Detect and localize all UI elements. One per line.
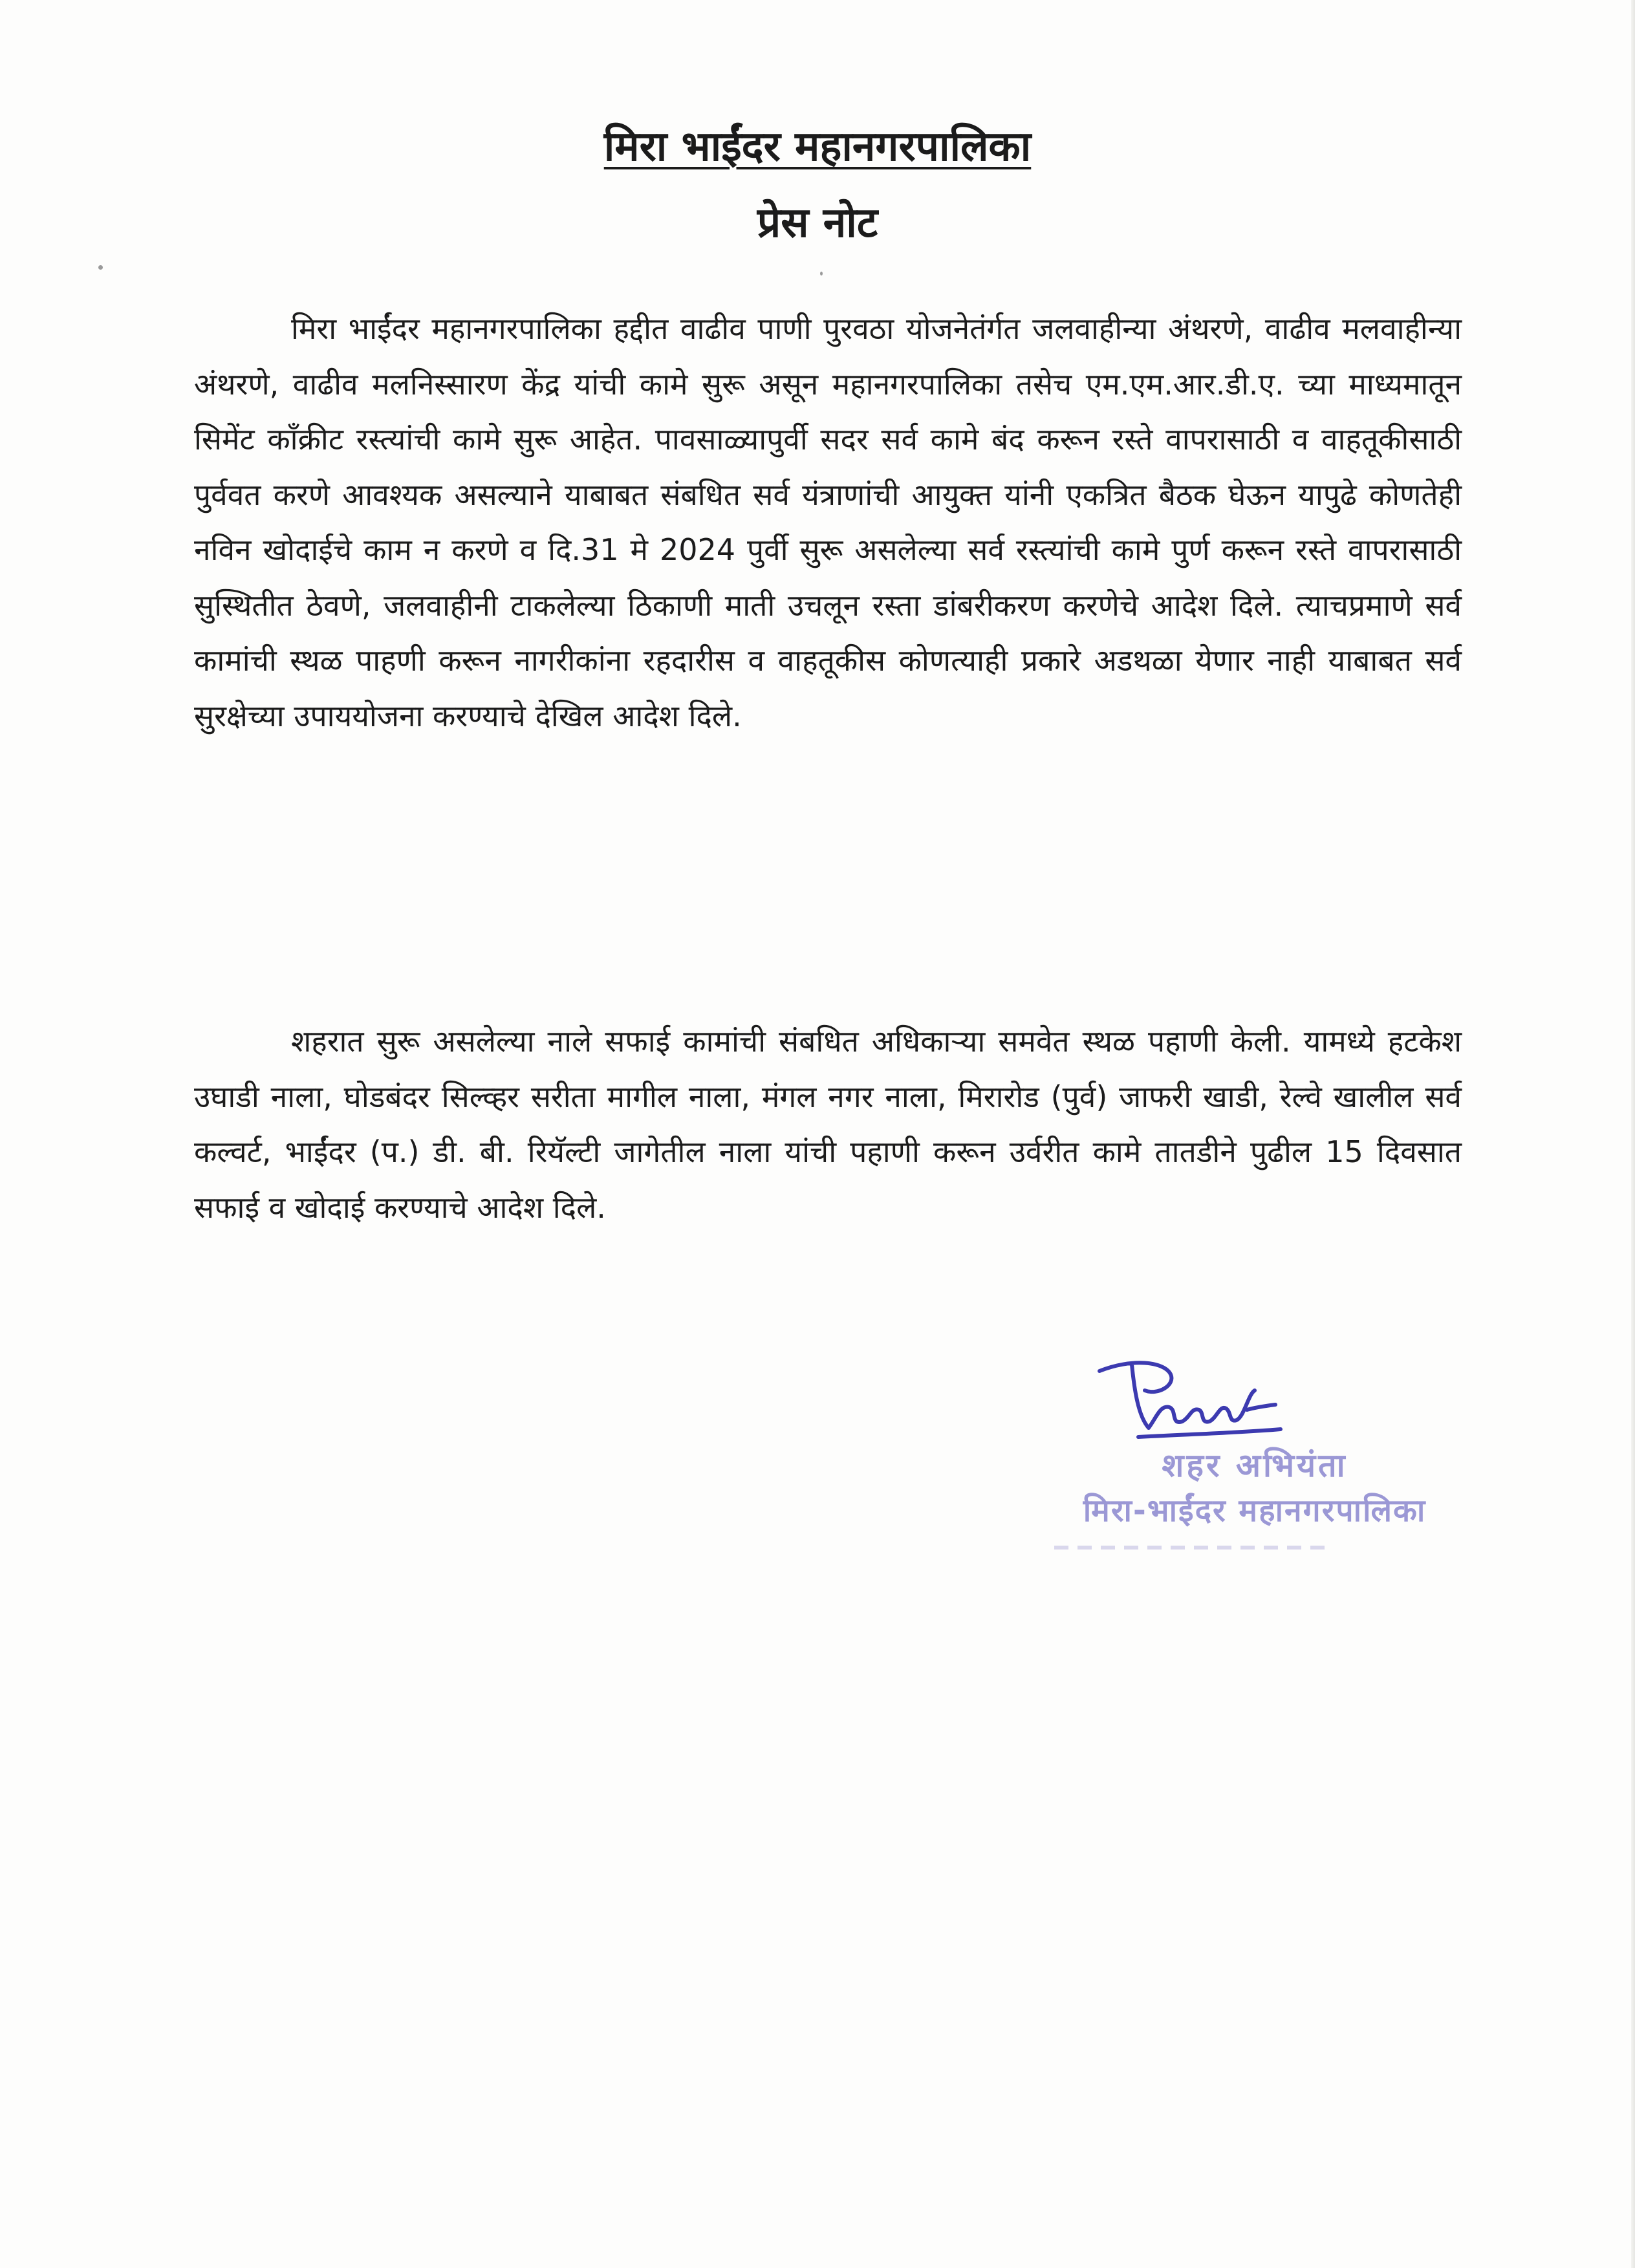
stamp-designation: शहर अभियंता: [1162, 1447, 1348, 1484]
stamp-organization: मिरा-भाईंदर महानगरपालिका: [1083, 1493, 1427, 1529]
page-title-text: मिरा भाईंदर महानगरपालिका: [603, 123, 1032, 171]
scan-speck: [98, 265, 103, 270]
scan-edge: [1631, 0, 1635, 2268]
stamp-faint-line: [1054, 1546, 1326, 1550]
signature-icon: [1093, 1345, 1287, 1442]
page-subtitle: प्रेस नोट: [757, 199, 878, 247]
scan-speck: [820, 272, 823, 275]
body-paragraph-1: मिरा भाईंदर महानगरपालिका हद्दीत वाढीव पाणी पुरवठा योजनेतंर्गत जलवाहीन्या अंथरणे, वाढीव मलवाहीन्या अंथरणे, वाढीव मलनिस्सारण केंद्र यांची कामे सुरू असून महानगरपालिका तसेच एम.एम.आर.डी.ए. च्या माध्यमातून सिमेंट कॉंक्रीट रस्त्यांची कामे सुरू आहेत. पावसाळ्यापुर्वी सदर सर्व कामे बंद करून रस्ते वापरासाठी व वाहतूकीसाठी पुर्ववत करणे आवश्यक असल्याने याबाबत संबधित सर्व यंत्राणांची आयुक्त यांनी एकत्रित बैठक घेऊन यापुढे कोणतेही नविन खोदाईचे काम न करणे व दि.31 मे 2024 पुर्वी सुरू असलेल्या सर्व रस्त्यांची कामे पुर्ण करून रस्ते वापरासाठी सुस्थितीत ठेवणे, जलवाहीनी टाकलेल्या ठिकाणी माती उचलून रस्ता डांबरीकरण करणेचे आदेश दिले. त्याचप्रमाणे सर्व कामांची स्थळ पाहणी करून नागरीकांना रहदारीस व वाहतूकीस कोणत्याही प्रकारे अडथळा येणार नाही याबाबत सर्व सुरक्षेच्या उपाययोजना करण्याचे देखिल आदेश दिले.: [194, 311, 1462, 733]
body-paragraph-2: शहरात सुरू असलेल्या नाले सफाई कामांची संबधित अधिकाऱ्या समवेत स्थळ पहाणी केली. यामध्ये हटकेश उघाडी नाला, घोडबंदर सिल्व्हर सरीता मागील नाला, मंगल नगर नाला, मिरारोड (पुर्व) जाफरी खाडी, रेल्वे खालील सर्व कल्वर्ट, भाईंदर (प.) डी. बी. रियॅल्टी जागेतील नाला यांची पहाणी करून उर्वरीत कामे तातडीने पुढील 15 दिवसात सफाई व खोदाई करण्याचे आदेश दिले.: [194, 1024, 1462, 1225]
page-title: [0, 118, 1635, 176]
official-stamp: [1009, 1345, 1500, 1578]
